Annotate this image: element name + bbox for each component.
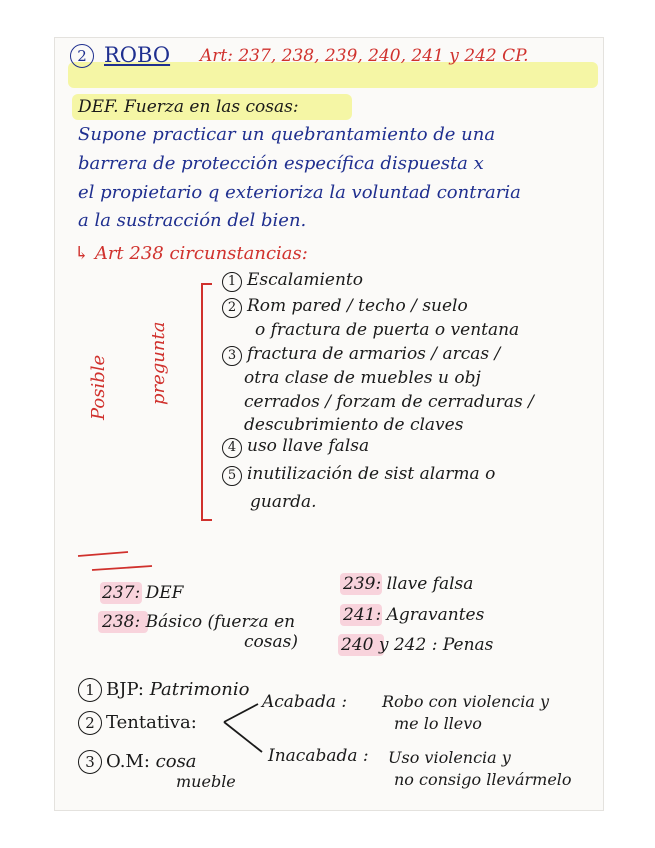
definition-line-3: el propietario q exterioriza la voluntad contraria	[78, 182, 521, 203]
circumstance-item-2: 2 Rom pared / techo / suelo	[222, 296, 468, 318]
circumstance-item-4: 4 uso llave falsa	[222, 436, 369, 458]
circumstances-heading: ↳ Art 238 circunstancias:	[74, 243, 308, 264]
side-label-posible: Posible	[88, 354, 109, 420]
circumstance-item-5: 5 inutilización de sist alarma o	[222, 464, 495, 486]
header-title: ROBO	[104, 43, 171, 67]
summary-239: 239: llave falsa	[343, 574, 474, 594]
circumstance-item-3-line-3: cerrados / forzam de cerraduras /	[244, 392, 534, 412]
definition-heading: DEF. Fuerza en las cosas:	[78, 97, 299, 117]
circumstance-item-3-line-2: otra clase de muebles u obj	[244, 368, 481, 388]
circumstance-item-5-line-2: guarda.	[250, 492, 317, 512]
branch-inacabada-label: Inacabada :	[268, 746, 369, 766]
summary-237: 237: DEF	[102, 583, 184, 603]
definition-line-2: barrera de protección específica dispuesta x	[78, 153, 484, 174]
header-number: 2	[70, 42, 98, 68]
branch-inacabada-line-2: no consigo llevármelo	[394, 770, 572, 789]
circumstance-item-1: 1 Escalamiento	[222, 270, 363, 292]
side-label-pregunta: pregunta	[148, 321, 169, 405]
branch-acabada-line-2: me lo llevo	[394, 714, 482, 733]
bottom-item-2: 2 Tentativa:	[78, 711, 197, 735]
arrow-icon: ↳	[74, 243, 90, 264]
summary-238-line-2: cosas)	[244, 632, 298, 652]
circumstance-item-3: 3 fractura de armarios / arcas /	[222, 344, 500, 366]
bottom-item-3: 3 O.M: cosa	[78, 750, 197, 774]
definition-line-1: Supone practicar un quebrantamiento de una	[78, 124, 496, 145]
summary-241: 241: Agravantes	[343, 605, 485, 625]
branch-acabada-label: Acabada :	[262, 692, 348, 712]
bottom-item-3-line-2: mueble	[176, 772, 236, 791]
branch-acabada-line-1: Robo con violencia y	[382, 692, 550, 711]
bottom-item-1: 1 BJP: Patrimonio	[78, 678, 249, 702]
circumstance-item-3-line-4: descubrimiento de claves	[244, 415, 464, 435]
summary-238: 238: Básico (fuerza en	[102, 612, 296, 632]
branch-inacabada-line-1: Uso violencia y	[388, 748, 511, 767]
summary-240-242: 240 y 242 : Penas	[341, 635, 494, 655]
circumstance-item-2-line-2: o fractura de puerta o ventana	[255, 320, 520, 340]
header-articles: Art: 237, 238, 239, 240, 241 y 242 CP.	[200, 46, 529, 66]
definition-line-4: a la sustracción del bien.	[78, 210, 307, 231]
